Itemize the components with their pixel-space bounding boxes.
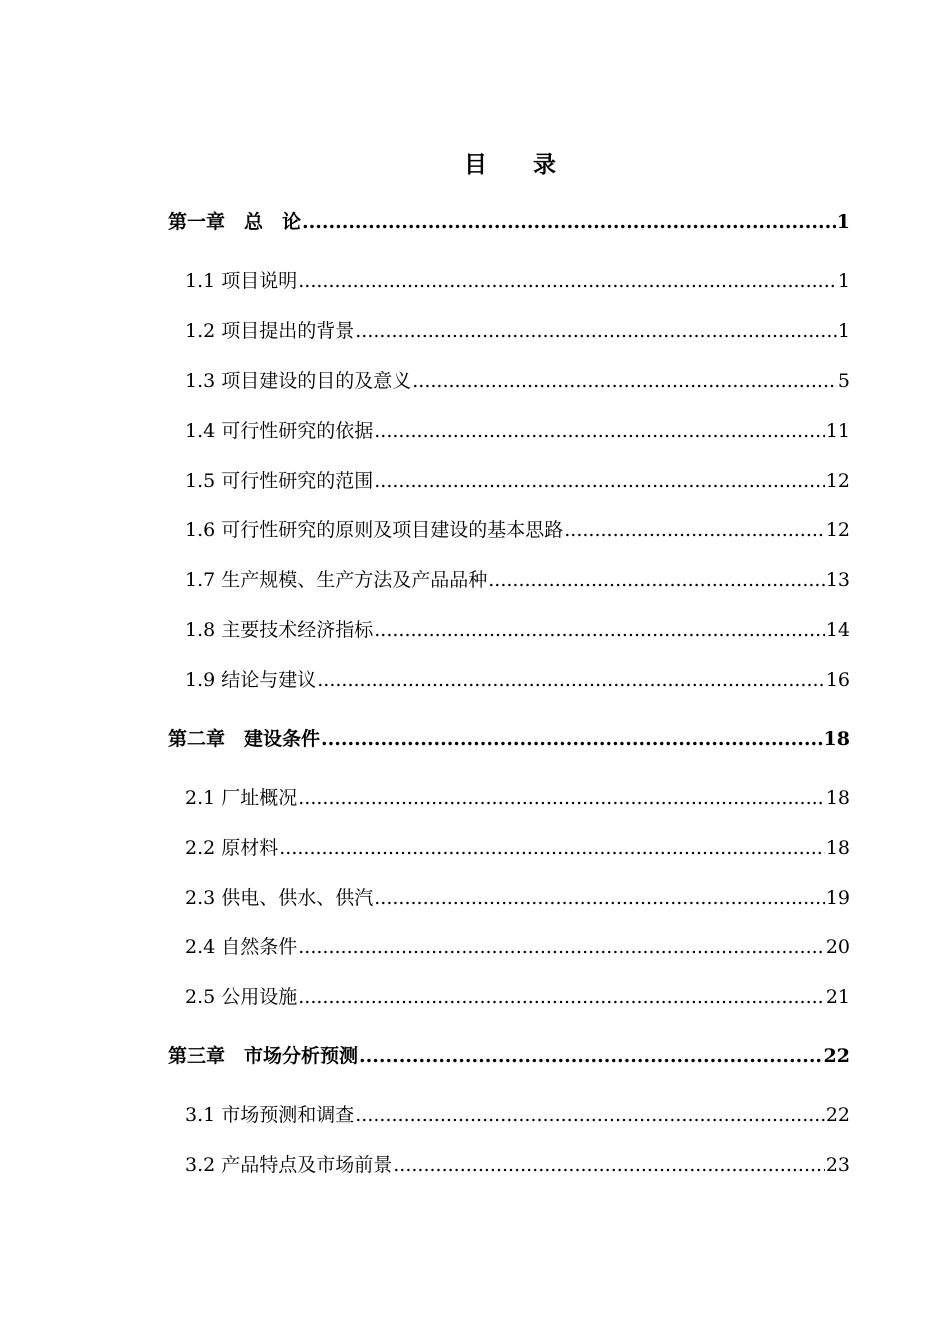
toc-entry-page: 16 xyxy=(825,669,850,691)
toc-entry-label: 1.7 生产规模、生产方法及产品品种 xyxy=(185,569,488,591)
toc-entry-chapter[interactable] xyxy=(168,207,850,237)
toc-leader-dots xyxy=(298,783,825,813)
toc-entry-section[interactable] xyxy=(185,266,850,296)
toc-entry-page: 21 xyxy=(825,986,850,1008)
toc-entry-page: 22 xyxy=(825,1104,850,1126)
toc-entry-label: 2.1 厂址概况 xyxy=(185,787,298,809)
toc-entry-page: 12 xyxy=(825,470,850,492)
toc-entry-label: 1.5 可行性研究的范围 xyxy=(185,470,374,492)
toc-entry-section[interactable] xyxy=(185,665,850,695)
toc-entry-label: 3.2 产品特点及市场前景 xyxy=(185,1154,393,1176)
toc-entry-label: 2.2 原材料 xyxy=(185,837,279,859)
toc-entry-section[interactable] xyxy=(185,1100,850,1130)
toc-leader-dots xyxy=(393,1150,825,1180)
toc-entry-section[interactable] xyxy=(185,833,850,863)
toc-leader-dots xyxy=(374,883,825,913)
toc-entry-section[interactable] xyxy=(185,366,850,396)
toc-entry-page: 20 xyxy=(825,936,850,958)
toc-entry-label: 1.4 可行性研究的依据 xyxy=(185,420,374,442)
toc-entry-chapter[interactable] xyxy=(168,724,850,754)
toc-leader-dots xyxy=(374,416,825,446)
toc-entry-page: 19 xyxy=(825,887,850,909)
toc-entry-section[interactable] xyxy=(185,515,850,545)
toc-entry-section[interactable] xyxy=(185,932,850,962)
toc-entry-label: 1.3 项目建设的目的及意义 xyxy=(185,370,412,392)
toc-leader-dots xyxy=(298,932,825,962)
toc-leader-dots xyxy=(321,724,823,754)
toc-entry-label: 2.4 自然条件 xyxy=(185,936,298,958)
toc-entry-section[interactable] xyxy=(185,466,850,496)
toc-entry-label: 第三章 市场分析预测 xyxy=(168,1045,359,1067)
toc-entry-page: 22 xyxy=(823,1045,850,1067)
toc-leader-dots xyxy=(302,207,836,237)
toc-entry-label: 1.9 结论与建议 xyxy=(185,669,317,691)
toc-entry-page: 13 xyxy=(825,569,850,591)
toc-entry-section[interactable] xyxy=(185,565,850,595)
toc-leader-dots xyxy=(359,1041,823,1071)
toc-entry-label: 2.3 供电、供水、供汽 xyxy=(185,887,374,909)
toc-entry-page: 18 xyxy=(825,837,850,859)
toc-entry-page: 5 xyxy=(837,370,850,392)
toc-entry-label: 第二章 建设条件 xyxy=(168,728,321,750)
toc-entry-page: 23 xyxy=(825,1154,850,1176)
toc-entry-section[interactable] xyxy=(185,883,850,913)
toc-entry-label: 1.1 项目说明 xyxy=(185,270,298,292)
toc-entry-label: 1.2 项目提出的背景 xyxy=(185,320,355,342)
toc-leader-dots xyxy=(488,565,825,595)
toc-entry-page: 11 xyxy=(825,420,850,442)
toc-entry-page: 18 xyxy=(823,728,850,750)
toc-leader-dots xyxy=(298,266,837,296)
toc-entry-section[interactable] xyxy=(185,316,850,346)
toc-entry-page: 12 xyxy=(825,519,850,541)
toc-entry-page: 1 xyxy=(837,320,850,342)
toc-entry-section[interactable] xyxy=(185,982,850,1012)
toc-leader-dots xyxy=(279,833,825,863)
toc-entry-page: 14 xyxy=(825,619,850,641)
toc-entry-label: 1.8 主要技术经济指标 xyxy=(185,619,374,641)
toc-leader-dots xyxy=(355,316,837,346)
toc-entry-page: 1 xyxy=(836,211,850,233)
toc-entry-label: 3.1 市场预测和调查 xyxy=(185,1104,355,1126)
toc-leader-dots xyxy=(564,515,825,545)
toc-entry-chapter[interactable] xyxy=(168,1041,850,1071)
toc-leader-dots xyxy=(355,1100,825,1130)
toc-entry-section[interactable] xyxy=(185,1150,850,1180)
toc-leader-dots xyxy=(412,366,837,396)
toc-entry-label: 2.5 公用设施 xyxy=(185,986,298,1008)
toc-leader-dots xyxy=(374,466,825,496)
toc-entry-section[interactable] xyxy=(185,615,850,645)
toc-entry-page: 18 xyxy=(825,787,850,809)
toc-leader-dots xyxy=(298,982,825,1012)
toc-title: 目 录 xyxy=(464,151,556,178)
toc-leader-dots xyxy=(374,615,825,645)
toc-entry-section[interactable] xyxy=(185,783,850,813)
toc-entry-page: 1 xyxy=(837,270,850,292)
toc-leader-dots xyxy=(317,665,825,695)
toc-entry-label: 第一章 总 论 xyxy=(168,211,302,233)
toc-entry-section[interactable] xyxy=(185,416,850,446)
toc-entry-label: 1.6 可行性研究的原则及项目建设的基本思路 xyxy=(185,519,564,541)
